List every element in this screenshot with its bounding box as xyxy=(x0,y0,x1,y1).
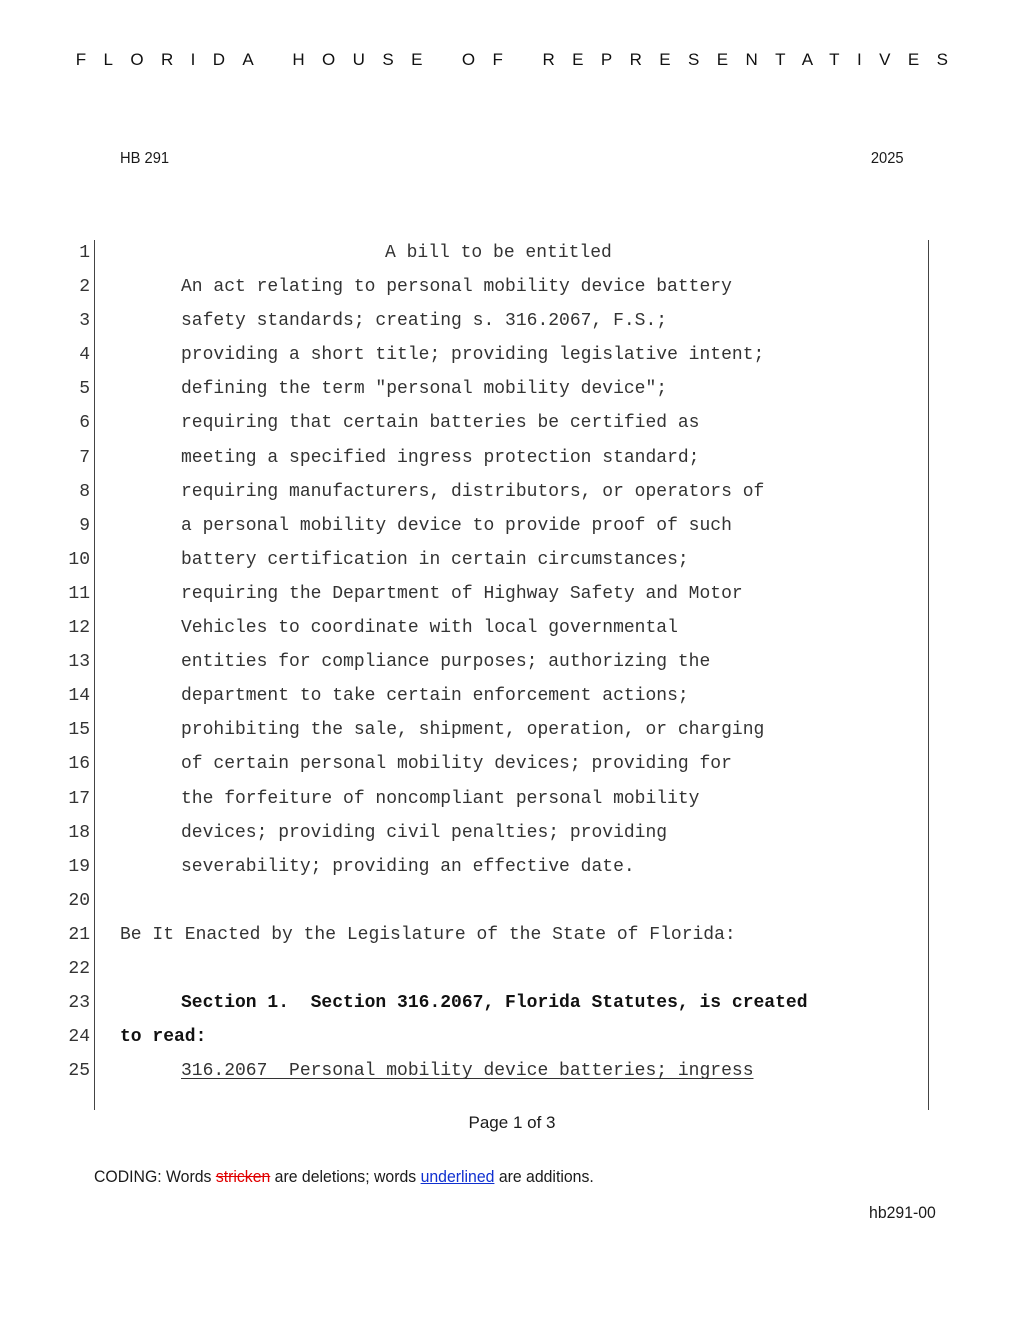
line-text: A bill to be entitled xyxy=(385,243,612,263)
line-text: requiring that certain batteries be certified as xyxy=(181,413,700,434)
line-number: 8 xyxy=(79,481,90,502)
bill-line xyxy=(0,782,1024,816)
line-number: 10 xyxy=(68,549,90,570)
bill-line xyxy=(0,406,1024,440)
bill-line xyxy=(0,236,1024,270)
line-text: meeting a specified ingress protection standard; xyxy=(181,447,700,468)
line-text: prohibiting the sale, shipment, operation, or charging xyxy=(181,720,765,741)
coding-prefix: CODING: Words xyxy=(94,1167,216,1186)
line-text: entities for compliance purposes; authorizing the xyxy=(181,652,711,673)
line-number: 5 xyxy=(79,379,90,400)
bill-line xyxy=(0,1020,1024,1054)
line-number: 25 xyxy=(68,1061,90,1082)
bill-line xyxy=(0,645,1024,679)
line-number: 19 xyxy=(68,856,90,877)
line-text: devices; providing civil penalties; providing xyxy=(181,822,668,843)
bill-line xyxy=(0,1054,1024,1088)
line-number: 24 xyxy=(68,1027,90,1048)
bill-line xyxy=(0,918,1024,952)
line-number: 18 xyxy=(68,822,90,843)
line-number: 16 xyxy=(68,754,90,775)
line-number: 21 xyxy=(68,924,90,945)
coding-suffix: are additions. xyxy=(494,1167,594,1186)
line-text: safety standards; creating s. 316.2067, F.S.; xyxy=(181,311,668,332)
line-text: a personal mobility device to provide proof of such xyxy=(181,515,732,536)
bill-line xyxy=(0,611,1024,645)
bill-line xyxy=(0,816,1024,850)
line-number: 4 xyxy=(79,345,90,366)
document-id: hb291-00 xyxy=(869,1203,936,1222)
bill-line xyxy=(0,509,1024,543)
bill-line xyxy=(0,270,1024,304)
coding-underlined-sample: underlined xyxy=(420,1167,495,1186)
line-text: requiring manufacturers, distributors, or operators of xyxy=(181,481,765,502)
bill-line xyxy=(0,747,1024,781)
bill-line xyxy=(0,372,1024,406)
bill-text-body xyxy=(0,236,1024,1088)
line-number: 22 xyxy=(68,958,90,979)
line-text: Section 1. Section 316.2067, Florida Statutes, is created xyxy=(181,993,808,1014)
line-number: 2 xyxy=(79,277,90,298)
bill-line xyxy=(0,304,1024,338)
line-number: 14 xyxy=(68,686,90,707)
bill-line xyxy=(0,338,1024,372)
line-number: 9 xyxy=(79,515,90,536)
line-text: defining the term "personal mobility device"; xyxy=(181,379,668,400)
line-text: requiring the Department of Highway Safety and Motor xyxy=(181,583,743,604)
bill-line xyxy=(0,475,1024,509)
line-number: 6 xyxy=(79,413,90,434)
line-number: 11 xyxy=(68,583,90,604)
line-text: severability; providing an effective date. xyxy=(181,856,635,877)
line-text: providing a short title; providing legislative intent; xyxy=(181,345,765,366)
bill-line xyxy=(0,577,1024,611)
bill-line xyxy=(0,986,1024,1020)
line-number: 3 xyxy=(79,311,90,332)
line-number: 7 xyxy=(79,447,90,468)
line-text: the forfeiture of noncompliant personal mobility xyxy=(181,788,700,809)
line-text: to read: xyxy=(120,1027,207,1048)
line-text: department to take certain enforcement actions; xyxy=(181,686,689,707)
bill-number: HB 291 xyxy=(120,150,170,167)
page-number: Page 1 of 3 xyxy=(468,1113,556,1132)
line-number: 12 xyxy=(68,618,90,639)
bill-line xyxy=(0,884,1024,918)
bill-year: 2025 xyxy=(871,150,904,167)
bill-line xyxy=(0,543,1024,577)
line-number: 1 xyxy=(79,243,90,263)
bill-line xyxy=(0,952,1024,986)
bill-line xyxy=(0,679,1024,713)
line-text: Vehicles to coordinate with local governmental xyxy=(181,618,678,639)
bill-line xyxy=(0,850,1024,884)
bill-line xyxy=(0,713,1024,747)
line-text: battery certification in certain circumstances; xyxy=(181,549,689,570)
line-text: An act relating to personal mobility device battery xyxy=(181,277,732,298)
coding-stricken-sample: stricken xyxy=(215,1167,271,1186)
coding-legend xyxy=(94,1167,594,1187)
line-number: 23 xyxy=(68,993,90,1014)
chamber-banner: FLORIDA HOUSE OF REPRESENTATIVES xyxy=(75,50,966,69)
line-number: 13 xyxy=(68,652,90,673)
line-number: 17 xyxy=(68,788,90,809)
line-text: 316.2067 Personal mobility device batteries; ingress xyxy=(181,1061,754,1082)
line-number: 15 xyxy=(68,720,90,741)
line-text: Be It Enacted by the Legislature of the State of Florida: xyxy=(120,924,736,945)
coding-middle: are deletions; words xyxy=(270,1167,421,1186)
line-text: of certain personal mobility devices; providing for xyxy=(181,754,732,775)
line-number: 20 xyxy=(68,890,90,911)
bill-line xyxy=(0,441,1024,475)
